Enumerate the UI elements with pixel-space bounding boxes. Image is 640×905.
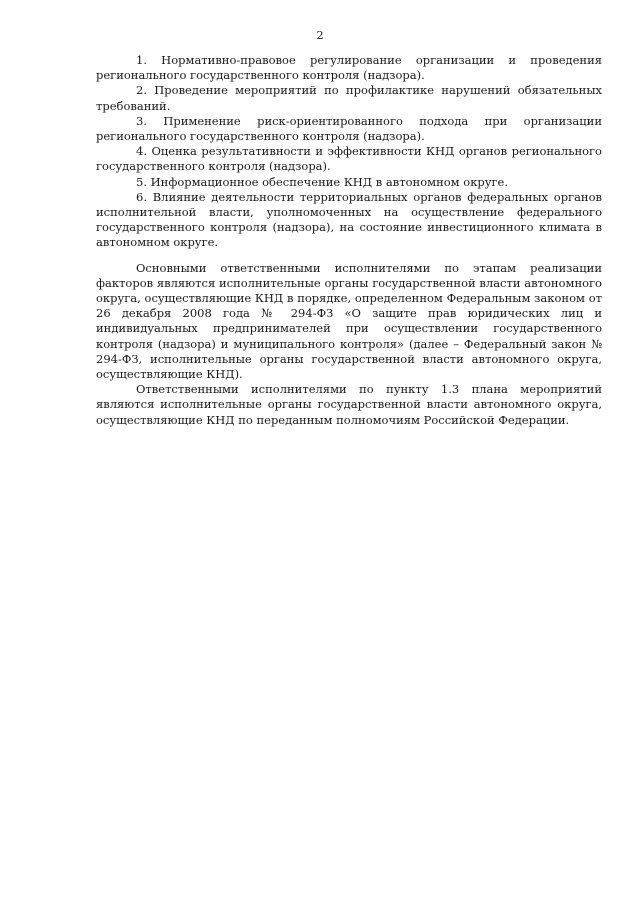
responsible-executors-paragraph: Основными ответственными исполнителями по этапам реализации факторов являются исполнительные органы государственной власти автономного округа, осуществляющие КНД в порядке, определенном Федеральным законом от 26 декабря 2008 года № 294-ФЗ «О защите прав юридических лиц и индивидуальных предпринимателей при осуществлении государственного контроля (надзора) и муниципального контроля» (далее – Федеральный закон № 294-ФЗ, исполнительные органы государственной власти автономного округа, осуществляющие КНД). [96,260,602,382]
list-item: 4. Оценка результативности и эффективности КНД органов регионального государственного контроля (надзора). [96,144,602,174]
document-body [96,53,602,428]
page-number: 2 [316,28,324,42]
list-item: 3. Применение риск-ориентированного подхода при организации регионального государственного контроля (надзора). [96,113,602,144]
list-item: 2. Проведение мероприятий по профилактике нарушений обязательных требований. [96,83,602,113]
list-item: 5. Информационное обеспечение КНД в автономном округе. [136,174,508,189]
list-item: 6. Влияние деятельности территориальных органов федеральных органов исполнительной власти, уполномоченных на осуществление федерального государственного контроля (надзора), на состояние инвестиционного климата в автономном округе. [96,189,602,250]
item-1-3-executors-paragraph: Ответственными исполнителями по пункту 1.3 плана мероприятий являются исполнительные органы государственной власти автономного округа, осуществляющие КНД по переданным полномочиям Российской Федерации. [96,382,602,427]
list-item: 1. Нормативно-правовое регулирование организации и проведения регионального государственного контроля (надзора). [96,53,602,83]
